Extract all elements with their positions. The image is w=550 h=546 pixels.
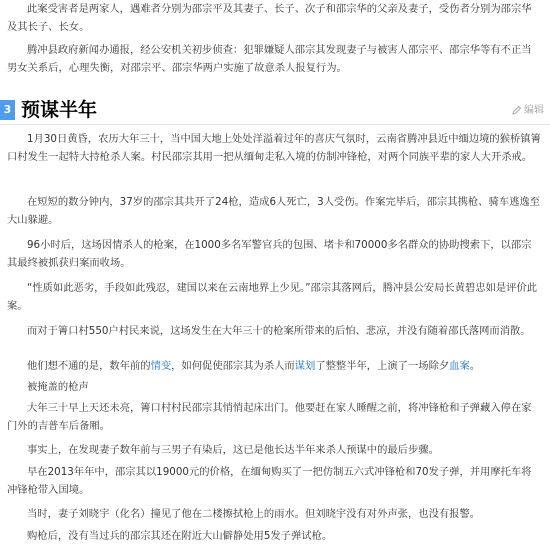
body-paragraph-1: 1月30日黄昏，农历大年三十，当中国大地上处处洋溢着过年的喜庆气氛时，云南省腾冲县近中缅边境的猴桥镇箐口村发生一起特大持枪杀人案。村民邵宗其用一把从缅甸走私入境的仿制冲锋枪，对两个同族平辈的家人大开杀戒。: [7, 133, 541, 163]
body-paragraph-3: 96小时后，这场因情杀人的枪案，在1000多名军警官兵的包围、堵卡和70000多名群众的协助搜索下，以邵宗其最终被抓获归案而收场。: [7, 239, 532, 269]
link-mouhua[interactable]: 谋划: [294, 360, 316, 372]
text-fragment: 了整整半年，上演了一场除夕: [315, 360, 450, 372]
body-paragraph-6: [7, 357, 541, 375]
body-paragraph-11: 购枪后，没有当过兵的邵宗其还在附近大山僻静处用5发子弹试枪。: [27, 530, 333, 542]
body-paragraph-10: 当时，妻子刘晓宇（化名）撞见了他在二楼擦拭枪上的雨水。但刘晓宇没有对外声张，也没有报警。: [27, 508, 481, 520]
body-paragraph-7: 大年三十早上天还未亮，箐口村村民邵宗其悄悄起床出门。他要赶在家人睡醒之前，将冲锋枪和子弹藏入停在家门外的吉普车后备厢。: [7, 402, 532, 432]
edit-label: 编辑: [524, 105, 544, 116]
subheading-hidden-gunshots: 被掩盖的枪声: [27, 381, 89, 393]
section-number: 3: [0, 100, 15, 120]
edit-button[interactable]: [512, 104, 544, 118]
intro-paragraph-victims: 此案受害者是两家人，遇难者分别为邵宗平及其妻子、长子、次子和邵宗华的父亲及妻子，受伤者分别为邵宗华及其长子、长女。: [7, 3, 532, 33]
text-fragment: ，如何促使邵宗其为杀人而: [171, 360, 295, 372]
link-xuean[interactable]: 血案: [449, 360, 470, 372]
pencil-icon: [512, 105, 522, 115]
body-paragraph-4: “性质如此恶劣，手段如此残忍，建国以来在云南地界上少见。”邵宗其落网后，腾冲县公安局长黄碧忠如是评价此案。: [7, 282, 538, 312]
body-paragraph-2: 在短短的数分钟内，37岁的邵宗其共开了24枪，造成6人死亡，3人受伤。作案完毕后，邵宗其携枪、骑车逃逸至大山躲避。: [7, 196, 540, 226]
body-paragraph-5: 而对于箐口村550户村民来说，这场发生在大年三十的枪案所带来的后怕、悲凉，并没有随着邵氏落网而消散。: [27, 325, 531, 337]
section-title: 预谋半年: [21, 99, 98, 121]
text-fragment: 他们想不通的是，数年前的: [27, 360, 151, 372]
text-fragment: 。: [469, 360, 481, 372]
body-paragraph-8: 事实上，在发现妻子数年前与三男子有染后，这已是他长达半年来杀人预谋中的最后步骤。: [27, 444, 439, 456]
body-paragraph-9: 早在2013年年中，邵宗其以19000元的价格，在缅甸购买了一把仿制五六式冲锋枪和70发子弹，并用摩托车将冲锋枪带入国境。: [7, 466, 532, 496]
link-qingbian[interactable]: 情变: [150, 360, 172, 372]
section-header: [0, 96, 550, 125]
intro-paragraph-report: 腾冲县政府新闻办通报，经公安机关初步侦查：犯罪嫌疑人邵宗其发现妻子与被害人邵宗平、邵宗华等有不正当男女关系后，心理失衡，对邵宗平、邵宗华两户实施了故意杀人报复行为。: [7, 44, 532, 74]
